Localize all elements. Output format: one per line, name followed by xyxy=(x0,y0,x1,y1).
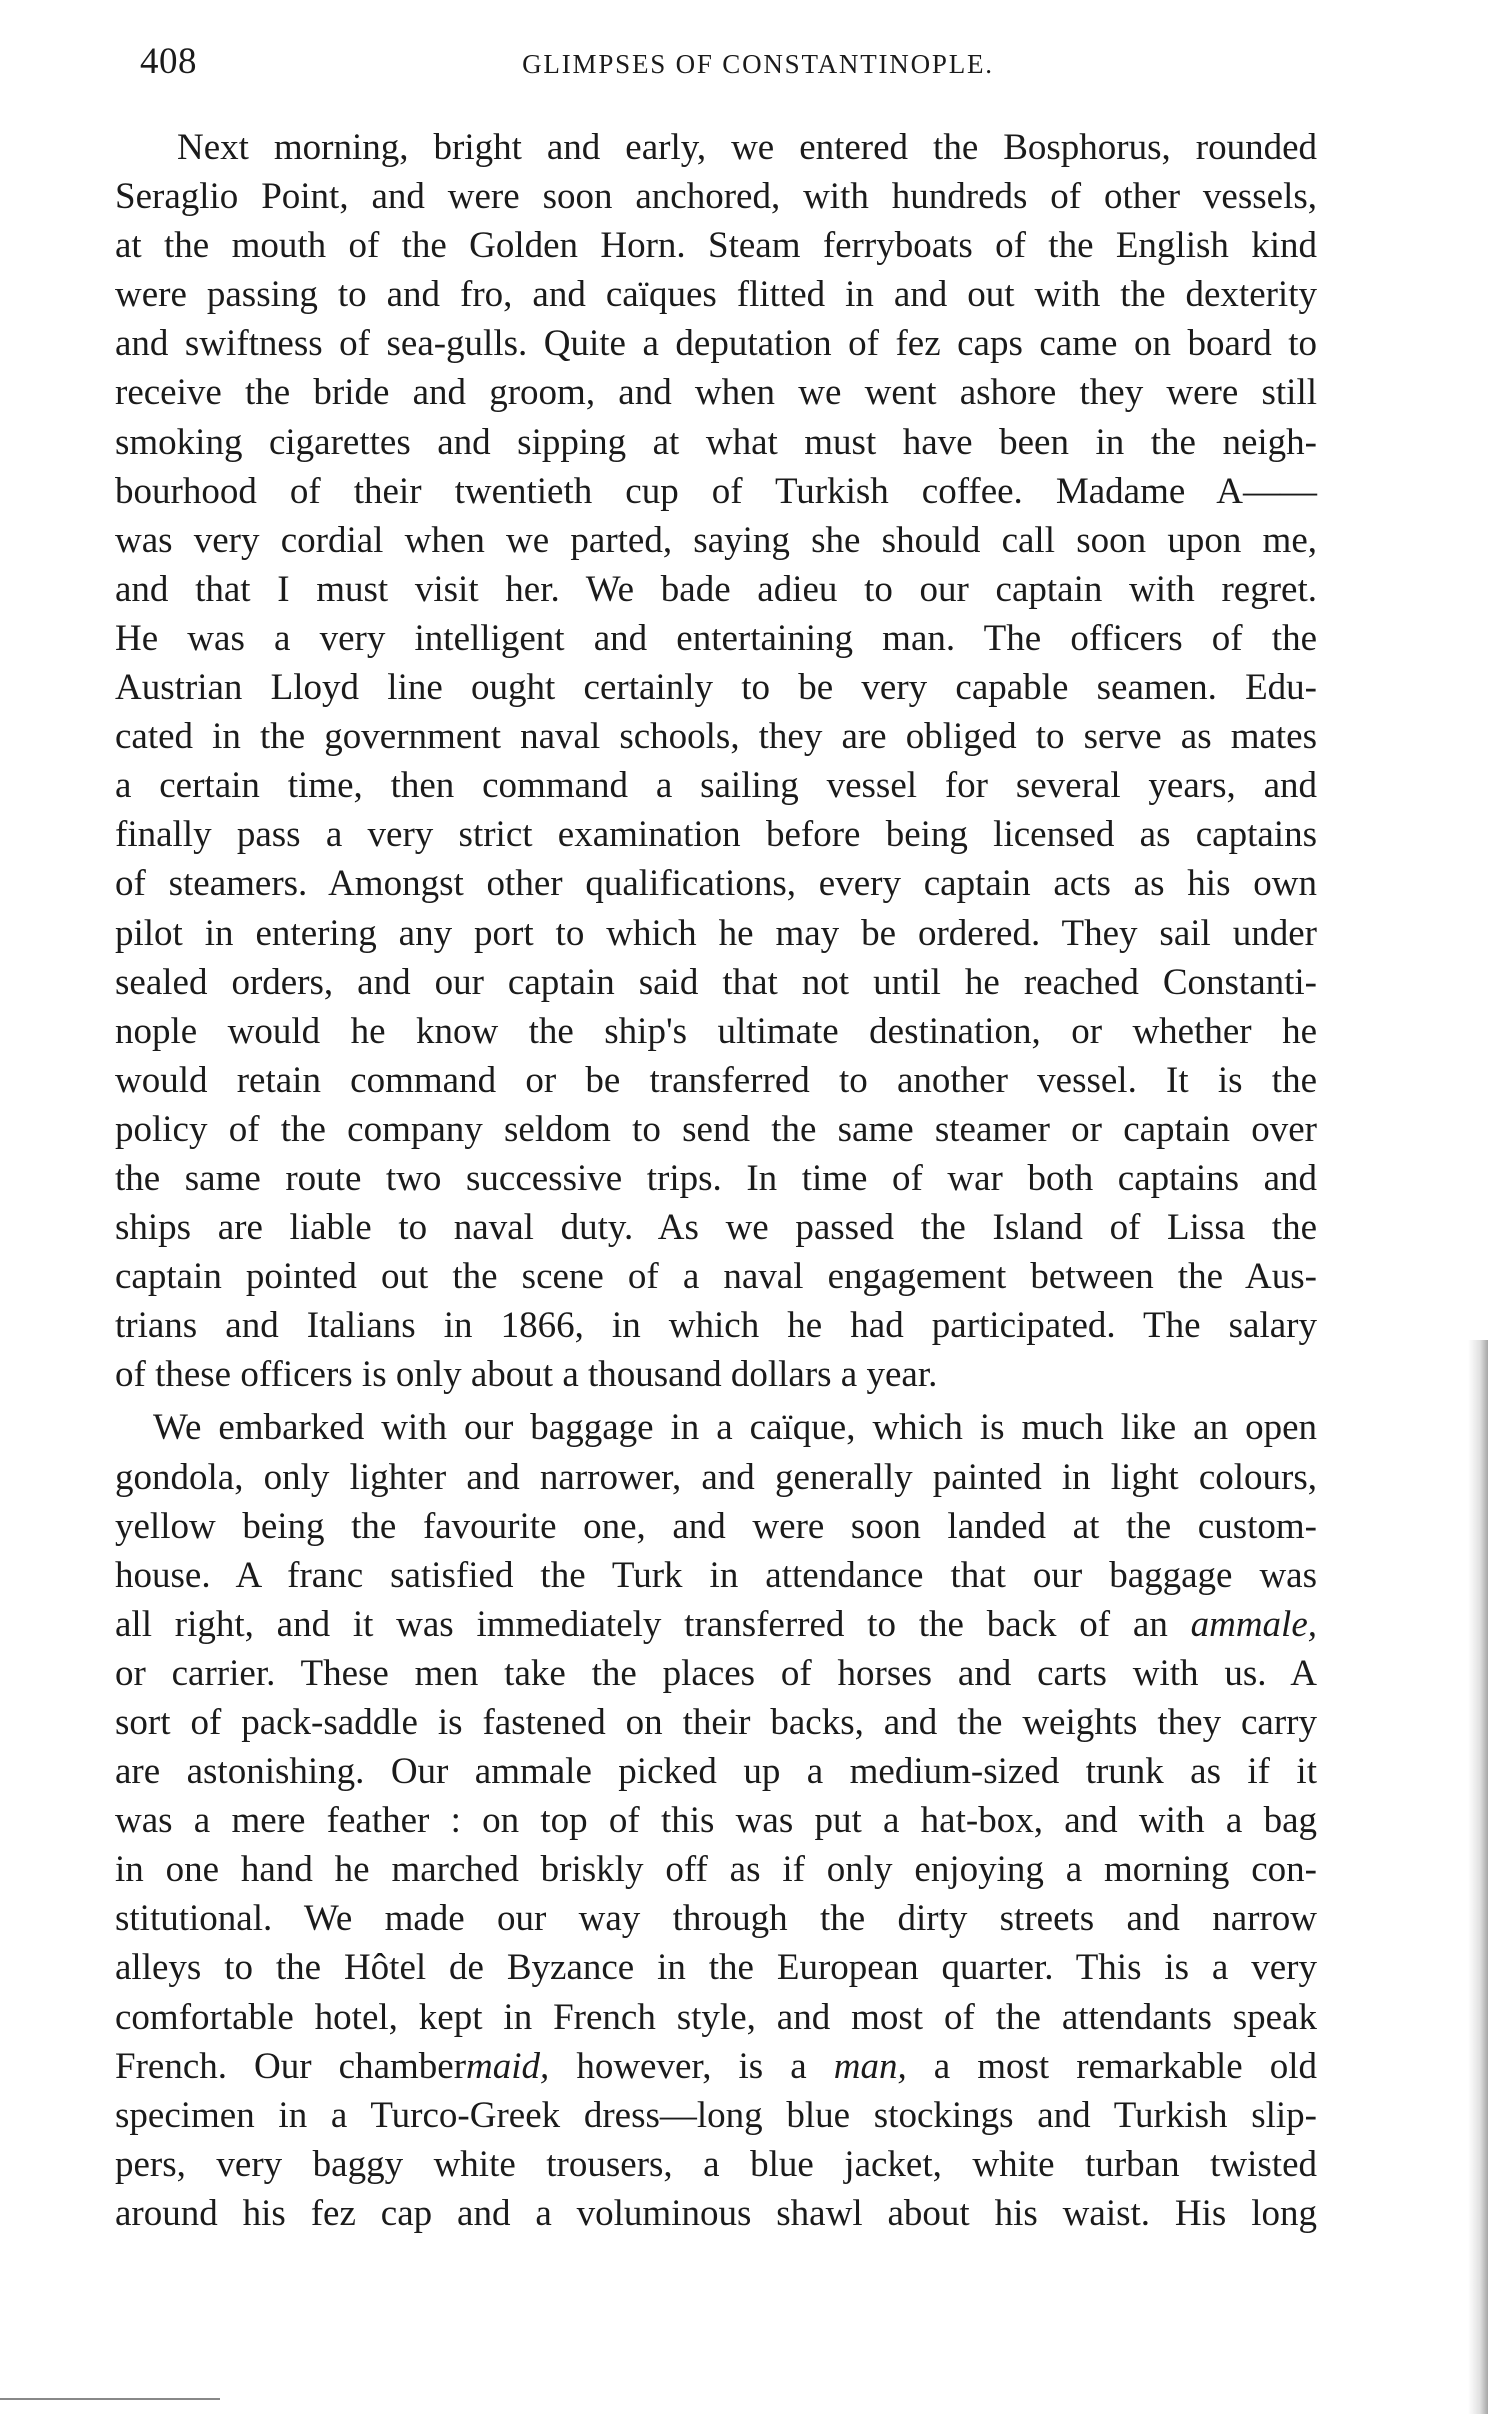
text-line: and swiftness of sea-gulls. Quite a deputation of fez caps came on board to xyxy=(115,323,1317,365)
text-line: and that I must visit her. We bade adieu to our captain with regret. xyxy=(115,568,1317,610)
text-line: was a mere feather : on top of this was put a hat-box, and with a bag xyxy=(115,1800,1317,1842)
page-number: 408 xyxy=(140,41,197,82)
text-line: at the mouth of the Golden Horn. Steam ferryboats of the English kind xyxy=(115,225,1317,267)
text-run: French. Our chamber xyxy=(115,2045,467,2087)
text-line xyxy=(115,2042,1317,2091)
paragraph-2 xyxy=(115,1403,1317,2238)
body-text xyxy=(115,123,1317,2238)
text-line: policy of the company seldom to send the same steamer or captain over xyxy=(115,1108,1317,1150)
text-line: in one hand he marched briskly off as if only enjoying a morning con- xyxy=(115,1849,1317,1891)
text-line xyxy=(115,1600,1317,1649)
text-line: pilot in entering any port to which he may be ordered. They sail under xyxy=(115,912,1317,954)
text-line: cated in the government naval schools, they are obliged to serve as mates xyxy=(115,716,1317,758)
text-line: nople would he know the ship's ultimate destination, or whether he xyxy=(115,1010,1317,1052)
text-line: of steamers. Amongst other qualifications, every captain acts as his own xyxy=(115,863,1317,905)
text-line: stitutional. We made our way through the dirty streets and narrow xyxy=(115,1898,1317,1940)
text-line: smoking cigarettes and sipping at what must have been in the neigh- xyxy=(115,421,1317,463)
text-line: are astonishing. Our ammale picked up a medium-sized trunk as if it xyxy=(115,1751,1317,1793)
text-line: pers, very baggy white trousers, a blue jacket, white turban twisted xyxy=(115,2143,1317,2185)
text-line: alleys to the Hôtel de Byzance in the European quarter. This is a very xyxy=(115,1947,1317,1989)
text-run: a most remarkable old xyxy=(906,2045,1317,2087)
text-line: Seraglio Point, and were soon anchored, with hundreds of other vessels, xyxy=(115,176,1317,218)
text-line: ships are liable to naval duty. As we passed the Island of Lissa the xyxy=(115,1207,1317,1249)
text-line: We embarked with our baggage in a caïque, which is much like an open xyxy=(153,1407,1317,1449)
text-line: Austrian Lloyd line ought certainly to be very capable seamen. Edu- xyxy=(115,667,1317,709)
text-line: around his fez cap and a voluminous shawl about his waist. His long xyxy=(115,2192,1317,2234)
text-line: comfortable hotel, kept in French style, and most of the attendants speak xyxy=(115,1996,1317,2038)
page-edge-shadow xyxy=(1468,1340,1488,2414)
text-line: receive the bride and groom, and when we went ashore they were still xyxy=(115,372,1317,414)
text-line: or carrier. These men take the places of horses and carts with us. A xyxy=(115,1652,1317,1694)
text-line: sealed orders, and our captain said that not until he reached Constanti- xyxy=(115,961,1317,1003)
text-line: would retain command or be transferred to another vessel. It is the xyxy=(115,1059,1317,1101)
text-line: He was a very intelligent and entertaining man. The officers of the xyxy=(115,617,1317,659)
text-line: the same route two successive trips. In time of war both captains and xyxy=(115,1157,1317,1199)
text-line: house. A franc satisfied the Turk in attendance that our baggage was xyxy=(115,1554,1317,1596)
text-line: yellow being the favourite one, and were soon landed at the custom- xyxy=(115,1505,1317,1547)
text-line: sort of pack-saddle is fastened on their backs, and the weights they carry xyxy=(115,1702,1317,1743)
italic-word: ammale, xyxy=(1190,1603,1317,1645)
text-line: gondola, only lighter and narrower, and generally painted in light colours, xyxy=(115,1456,1317,1498)
text-line: of these officers is only about a thousand dollars a year. xyxy=(115,1354,938,1396)
text-line: Next morning, bright and early, we entered the Bosphorus, rounded xyxy=(177,127,1317,168)
running-title: GLIMPSES OF CONSTANTINOPLE. xyxy=(522,49,994,79)
text-line: finally pass a very strict examination before being licensed as captains xyxy=(115,814,1317,856)
text-line: a certain time, then command a sailing vessel for several years, and xyxy=(115,765,1317,807)
text-run: however, is a xyxy=(549,2045,834,2087)
italic-word: man, xyxy=(833,2045,907,2087)
page-header xyxy=(140,40,1316,90)
paragraph-1 xyxy=(115,123,1317,1399)
text-line: trians and Italians in 1866, in which he had participated. The salary xyxy=(115,1305,1317,1347)
bottom-edge-line xyxy=(0,2398,220,2400)
italic-word: maid, xyxy=(466,2045,550,2087)
text-line: were passing to and fro, and caïques flitted in and out with the dexterity xyxy=(115,274,1317,316)
text-line: captain pointed out the scene of a naval engagement between the Aus- xyxy=(115,1256,1317,1298)
text-line: specimen in a Turco-Greek dress—long blue stockings and Turkish slip- xyxy=(115,2094,1317,2136)
text-line: was very cordial when we parted, saying she should call soon upon me, xyxy=(115,519,1317,561)
text-run: all right, and it was immediately transferred to the back of an xyxy=(115,1603,1191,1645)
text-line: bourhood of their twentieth cup of Turkish coffee. Madame A—— xyxy=(115,470,1317,512)
